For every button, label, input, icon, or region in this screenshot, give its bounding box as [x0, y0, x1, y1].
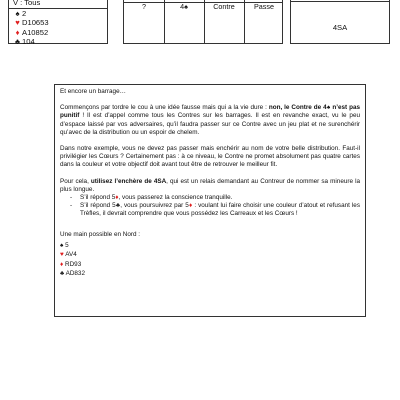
north-cards-diamonds: RD93: [65, 260, 82, 268]
answer-text: 4SA: [332, 23, 348, 32]
club-icon: ♣: [115, 202, 121, 210]
spade-icon: ♠: [60, 241, 64, 249]
comment-intro: Et encore un barrage…: [60, 88, 126, 95]
comment-text: Pour cela,: [60, 177, 91, 185]
comment-text: ! Il est d’appel comme tous les Contres sur les barrages. Il est en revanche exact, vu le peu d’espace laissé par vos adversaires, qu’il faudra passer sur ce Contre avec un jeu plat et ne surenchérir qu’avec de la distribution ou un espoir de chelem.: [60, 112, 360, 136]
comment-text: , vous poursuivrez par 5: [120, 202, 189, 210]
comment-emphasis: non, le Contre de 4♠ n’est pas punitif: [60, 104, 361, 120]
comment-paragraph-3: [60, 178, 360, 194]
north-row-clubs: [60, 269, 360, 278]
answer-panel: [290, 0, 390, 44]
hand-row-hearts: [9, 18, 107, 28]
hand-row-spades: [9, 9, 107, 19]
hand-cards-clubs: 104: [22, 37, 35, 47]
comment-text: , vous passerez la conscience tranquille.: [118, 194, 233, 202]
commentary-panel: [54, 84, 366, 317]
bid-cell-west: 4♠: [180, 2, 188, 11]
diamond-icon: ♦: [60, 260, 64, 268]
comment-text: S’il répond 5: [80, 202, 116, 210]
comment-text: S’il répond 5: [80, 194, 116, 202]
answer-header-rule: [291, 1, 389, 2]
heart-icon: ♥: [60, 251, 64, 259]
north-cards-clubs: AD832: [65, 270, 85, 278]
north-hand-title: Une main possible en Nord :: [60, 230, 141, 238]
bid-cell-north: Contre: [213, 2, 235, 11]
comment-emphasis: utilisez l’enchère de 4SA: [90, 177, 167, 185]
bidding-table: [123, 0, 283, 44]
club-icon: ♣: [60, 270, 65, 278]
bid-cell-east: Passe: [254, 2, 274, 11]
hand-row-diamonds: [9, 28, 107, 38]
comment-text: : voulant lui faire choisir une couleur d’atout et refusant les Trèfles, il devrait comprendre que vous possédez les Carreaux et les Cœurs !: [80, 202, 360, 218]
north-hand: [60, 241, 360, 279]
comment-paragraph-1: [60, 104, 360, 137]
response-list: [60, 194, 360, 219]
hand-cards-hearts: D10653: [22, 18, 49, 28]
heart-icon: ♥: [15, 18, 20, 28]
hand-row-clubs: [9, 37, 107, 47]
north-row-diamonds: [60, 260, 360, 269]
list-item: [80, 194, 360, 202]
north-cards-spades: 5: [65, 241, 69, 249]
club-icon: ♣: [15, 37, 20, 47]
diamond-icon: ♦: [115, 194, 119, 202]
hand-cards-diamonds: A10852: [22, 27, 49, 37]
comment-paragraph-2: Dans notre exemple, vous ne devez pas passer mais enchérir au nom de votre belle distribution. Faut-il privilégier les Cœurs ? Certainement pas : à ce niveau, le Contre ne promet absolument pas quatre cartes dans la couleur et votre objectif doit avant tout être de retrouver le meilleur fit.: [60, 145, 360, 169]
list-item: [80, 202, 360, 218]
spade-icon: ♠: [15, 8, 20, 18]
comment-text: Commençons par tordre le cou à une idée fausse mais qui a la vie dure :: [60, 104, 269, 112]
north-cards-hearts: AV4: [65, 251, 77, 259]
north-row-hearts: [60, 250, 360, 259]
hand-panel: [8, 0, 108, 47]
diamond-icon: ♦: [15, 27, 20, 37]
hand-cards-spades: 2: [22, 8, 27, 18]
bid-cell-south: ?: [142, 2, 146, 11]
diamond-icon: ♦: [188, 202, 193, 210]
north-row-spades: [60, 241, 360, 250]
comment-text: , qui est un relais demandant au Contreur de nommer sa mineure la plus longue.: [60, 177, 361, 193]
vulnerability-label: V : Tous: [9, 0, 107, 9]
